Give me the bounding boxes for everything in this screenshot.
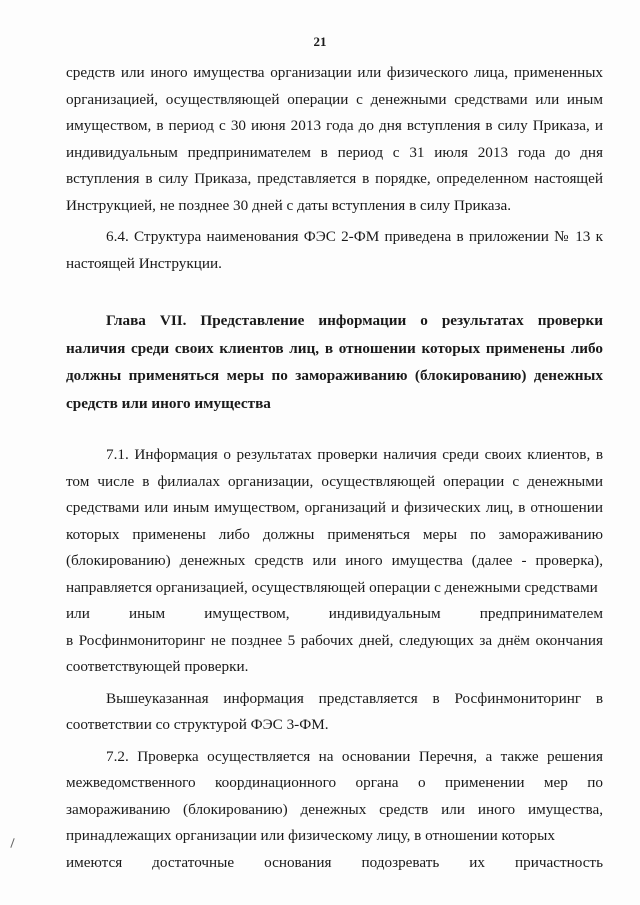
chapter-heading: Глава VII. Представление информации о результатах проверки наличия среди своих клиентов лиц, в отношении которых применены либо должны применяться меры по замораживанию (блокированию) денежных средств или иного имущества xyxy=(66,312,603,412)
paragraph-7-1-spread-line: или иным имуществом, индивидуальным предпринимателем xyxy=(66,605,603,622)
paragraph-6-4: 6.4. Структура наименования ФЭС 2-ФМ приведена в приложении № 13 к настоящей Инструкции. xyxy=(66,228,603,272)
paragraph-7-1-tail: в Росфинмониторинг не позднее 5 рабочих дней, следующих за днём окончания соответствующей проверки. xyxy=(66,631,603,675)
paragraph-7-1-main: 7.1. Информация о результатах проверки наличия среди своих клиентов, в том числе в филиалах организации, осуществляющей операции с денежными средствами или иным имуществом, организаций и физических лиц, в отношении которых применены либо должны применяться меры по замораживанию (блокированию) денежных средств или иного имущества (далее - проверка), направляется организацией, осуществляющей операции с денежными средствами xyxy=(66,446,603,596)
document-body xyxy=(66,60,603,876)
scan-mark xyxy=(10,838,14,848)
page-number: 21 xyxy=(313,34,327,49)
paragraph-continuation: средств или иного имущества организации или физического лица, примененных организацией, осуществляющей операции с денежными средствами или иным имуществом, в период с 30 июня 2013 года до дня вступления в силу Приказа, и индивидуальным предпринимателем в период с 31 июля 2013 года до дня вступления в силу Приказа, представляется в порядке, определенном настоящей Инструкцией, не позднее 30 дней с даты вступления в силу Приказа. xyxy=(66,64,603,214)
paragraph-info-structure: Вышеуказанная информация представляется в Росфинмониторинг в соответствии со структурой ФЭС 3-ФМ. xyxy=(66,689,603,733)
paragraph-7-2-spread-line: имеются достаточные основания подозревать их причастность xyxy=(66,853,603,871)
paragraph-7-2-main: 7.2. Проверка осуществляется на основании Перечня, а также решения межведомственного координационного органа о применении мер по замораживанию (блокированию) денежных средств или иного имущества, принадлежащих организации или физическому лицу, в отношении которых xyxy=(66,747,603,844)
paragraph-7-2 xyxy=(66,744,603,877)
paragraph-7-1 xyxy=(66,442,603,681)
